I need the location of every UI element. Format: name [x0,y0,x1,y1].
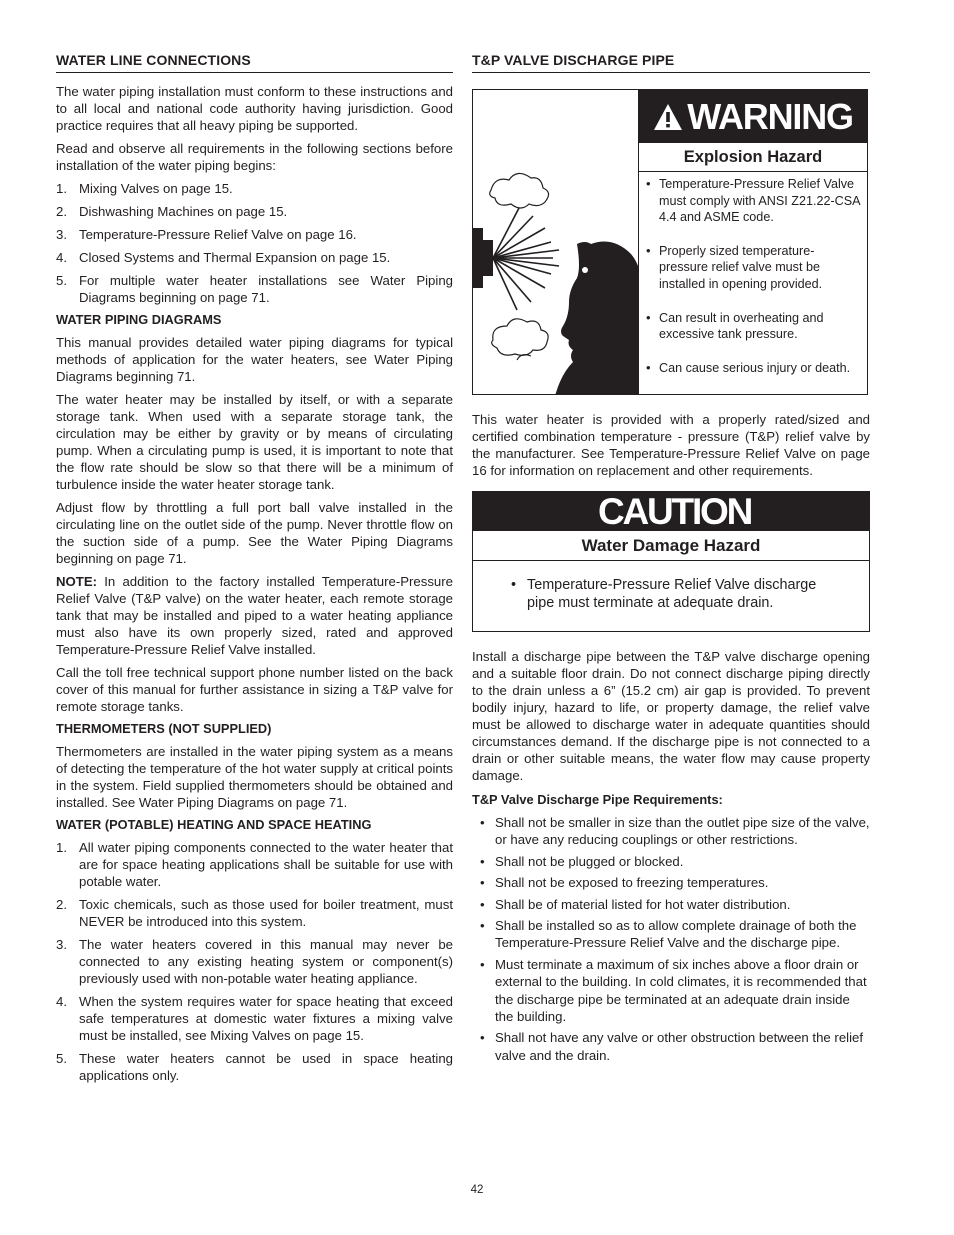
paragraph: Read and observe all requirements in the following sections before installation of the water piping begins: [56,141,453,173]
list-item: • Must terminate a maximum of six inches above a floor drain or external to the building. In cold climates, it is recommended that the discharge pipe be terminated at an adequate drain inside the building. [472,956,870,1026]
warning-content [639,90,867,394]
list-item: 5. For multiple water heater installations see Water Piping Diagrams beginning on page 71. [56,273,453,305]
warning-item: • Can result in overheating and excessive tank pressure. [659,310,863,343]
page-number: 42 [470,1184,484,1196]
warning-box [472,89,868,395]
warning-item: • Can cause serious injury or death. [659,360,863,377]
paragraph: The water heater may be installed by itself, or with a separate storage tank. When used with a separate storage tank, the circulation may be either by gravity or by means of circulating pump. When a circulating pump is used, it is important to note that the flow rate should be slow so that there will be a minimum of turbulence inside the water heater storage tank. [56,392,453,492]
paragraph: Thermometers are installed in the water piping system as a means of detecting the temperature of the hot water supply at critical points in the system. Field supplied thermometers should be obtained and installed. See Water Piping Diagrams on page 71. [56,744,453,810]
explosion-person-icon [473,90,639,394]
paragraph: This manual provides detailed water piping diagrams for typical methods of application for the water heaters, see Water Piping Diagrams beginning 71. [56,335,453,384]
paragraph: Call the toll free technical support phone number listed on the back cover of this manual for further assistance in sizing a T&P valve for remote storage tanks. [56,665,453,714]
section-heading-tp-valve: T&P VALVE DISCHARGE PIPE [472,52,870,73]
paragraph: This water heater is provided with a properly rated/sized and certified combination temperature - pressure (T&P) relief valve by the manufacturer. See Temperature-Pressure Relief Valve on page 16 for information on replacement and other requirements. [472,412,870,478]
caution-hazard-title: Water Damage Hazard [473,531,869,561]
list-item: 3. Temperature-Pressure Relief Valve on page 16. [56,227,357,242]
right-column [472,52,870,1068]
list-item: • Shall not be plugged or blocked. [472,853,870,870]
left-column [56,52,453,1090]
note-paragraph: NOTE: In addition to the factory installed Temperature-Pressure Relief Valve (T&P valve) on the water heater, each remote storage tank that may be installed and piped to a water heating appliance must also have its own properly sized, rated and approved Temperature-Pressure Relief Valve installed. [56,574,453,657]
list-item: • Shall not be exposed to freezing temperatures. [472,874,870,891]
warning-title: WARNING [687,95,853,137]
heating-list [56,839,453,1084]
warning-item: • Properly sized temperature-pressure relief valve must be installed in opening provided. [659,243,863,293]
list-item: • Shall be installed so as to allow complete drainage of both the Temperature-Pressure Relief Valve and the discharge pipe. [472,917,870,952]
paragraph: The water piping installation must conform to these instructions and to all local and national code authority having jurisdiction. Good practice requires that all heavy piping be supported. [56,84,453,133]
warning-hazard-title: Explosion Hazard [639,143,867,172]
warning-banner [639,90,867,143]
list-item: 4. Closed Systems and Thermal Expansion on page 15. [56,250,391,265]
paragraph: Install a discharge pipe between the T&P valve discharge opening and a suitable floor drain. Do not connect discharge piping directly to the drain unless a 6” (15.2 cm) air gap is provided. To prevent bodily injury, hazard to life, or property damage, the relief valve must be allowed to discharge water in adequate quantities should circumstances demand. If the discharge pipe is not connected to a drain or other suitable means, the water flow may cause property damage. [472,649,870,783]
list-item: 2. Dishwashing Machines on page 15. [56,204,288,219]
caution-box [472,491,870,632]
warning-triangle-icon [653,103,683,131]
subheading-discharge-requirements: T&P Valve Discharge Pipe Requirements: [472,792,723,807]
subheading-potable-heating: WATER (POTABLE) HEATING AND SPACE HEATING [56,817,372,832]
list-item: • Shall not have any valve or other obstruction between the relief valve and the drain. [472,1029,870,1064]
requirements-list [56,180,453,306]
warning-item: • Temperature-Pressure Relief Valve must comply with ANSI Z21.22-CSA 4.4 and ASME code. [659,176,863,226]
list-item: 2. Toxic chemicals, such as those used for boiler treatment, must NEVER be introduced into this system. [56,897,453,929]
discharge-requirements-list [472,814,870,1064]
subheading-thermometers: THERMOMETERS (NOT SUPPLIED) [56,721,272,736]
section-heading-water-line: WATER LINE CONNECTIONS [56,52,453,73]
note-label: NOTE: [56,574,98,589]
caution-title: CAUTION [598,491,752,532]
list-item: 5. These water heaters cannot be used in space heating applications only. [56,1051,453,1083]
list-item: • Shall be of material listed for hot water distribution. [472,896,870,913]
warning-list [639,176,867,376]
list-item: 3. The water heaters covered in this manual may never be connected to any existing heating system or component(s) previously used with non-potable water heating appliance. [56,937,453,986]
list-item: 1. All water piping components connected to the water heater that are for space heating applications shall be suitable for use with potable water. [56,840,453,889]
subheading-water-piping-diagrams: WATER PIPING DIAGRAMS [56,312,222,327]
list-item: 1. Mixing Valves on page 15. [56,181,233,196]
caution-item: • Temperature-Pressure Relief Valve discharge pipe must terminate at adequate drain. [527,576,839,612]
list-item: • Shall not be smaller in size than the outlet pipe size of the valve, or have any reducing couplings or other restrictions. [472,814,870,849]
list-item: 4. When the system requires water for space heating that exceed safe temperatures at domestic water fixtures a mixing valve must be installed, see Mixing Valves on page 15. [56,994,453,1043]
paragraph: Adjust flow by throttling a full port ball valve installed in the circulating line on the outlet side of the pump. Never throttle flow on the suction side of a pump. See the Water Piping Diagrams beginning on page 71. [56,500,453,566]
explosion-hazard-illustration [473,90,639,394]
caution-banner [473,492,869,531]
